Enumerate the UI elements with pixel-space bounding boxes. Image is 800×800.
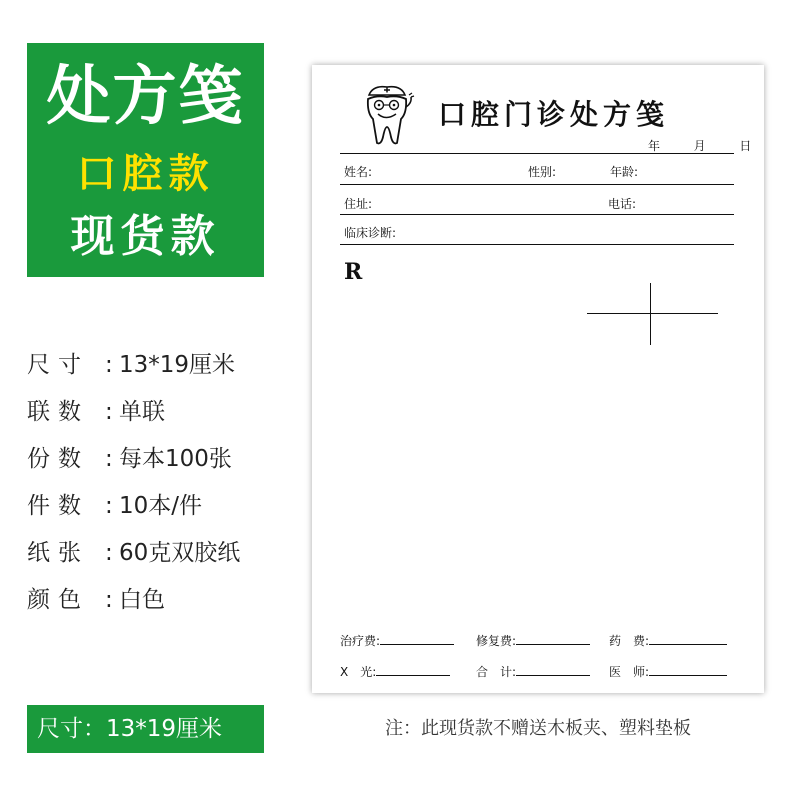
date-year-label: 年 xyxy=(648,139,661,153)
blank-line xyxy=(649,663,727,676)
spec-colon: : xyxy=(105,352,113,378)
spec-list xyxy=(27,346,240,628)
doctor-field[interactable] xyxy=(609,663,727,680)
xray-field[interactable] xyxy=(340,663,450,680)
spec-item xyxy=(27,487,240,534)
spec-key: 纸张 xyxy=(27,540,89,566)
diagnosis-field[interactable]: 临床诊断: xyxy=(344,226,397,240)
cross-mark xyxy=(650,283,651,345)
divider xyxy=(340,153,734,154)
spec-colon: : xyxy=(105,587,113,613)
name-field[interactable]: 姓名: xyxy=(344,165,373,179)
gender-field[interactable]: 性别: xyxy=(528,165,557,179)
rx-symbol: R xyxy=(344,259,363,285)
spec-item xyxy=(27,534,240,581)
spec-value: 每本100张 xyxy=(119,446,232,472)
blank-line xyxy=(516,663,590,676)
total-field[interactable] xyxy=(476,663,590,680)
spec-value: 13*19厘米 xyxy=(119,352,236,378)
age-field[interactable]: 年龄: xyxy=(610,165,639,179)
spec-item xyxy=(27,346,240,393)
spec-colon: : xyxy=(105,399,113,425)
spec-colon: : xyxy=(105,446,113,472)
spec-value: 10本/件 xyxy=(119,493,203,519)
promo-title: 处方笺 xyxy=(46,60,245,134)
blank-line xyxy=(516,632,590,645)
cross-mark xyxy=(587,313,718,314)
spec-key: 份数 xyxy=(27,446,89,472)
address-field[interactable]: 住址: xyxy=(344,197,373,211)
repair-fee-label: 修复费: xyxy=(476,634,517,648)
medicine-fee-label: 药 费: xyxy=(609,634,650,648)
spec-value: 白色 xyxy=(119,587,165,613)
blank-line xyxy=(376,663,450,676)
doctor-label: 医 师: xyxy=(609,665,650,679)
date-month-label: 月 xyxy=(693,139,706,153)
date-row xyxy=(648,137,751,154)
repair-fee-field[interactable] xyxy=(476,632,590,649)
promo-banner xyxy=(27,43,264,277)
divider xyxy=(340,244,734,245)
xray-label: X 光: xyxy=(340,665,377,679)
size-badge: 尺寸：13*19厘米 xyxy=(27,705,264,753)
note-text: 注：此现货款不赠送木板夹、塑料垫板 xyxy=(385,718,691,739)
spec-key: 尺寸 xyxy=(27,352,89,378)
promo-subtitle: 口腔款 xyxy=(76,151,215,197)
tooth-doctor-icon xyxy=(359,81,415,147)
treatment-fee-label: 治疗费: xyxy=(340,634,381,648)
spec-item xyxy=(27,393,240,440)
phone-field[interactable]: 电话: xyxy=(608,197,637,211)
prescription-form xyxy=(312,65,764,693)
blank-line xyxy=(649,632,727,645)
promo-stock-label: 现货款 xyxy=(70,211,221,262)
spec-key: 颜色 xyxy=(27,587,89,613)
divider xyxy=(340,214,734,215)
spec-key: 件数 xyxy=(27,493,89,519)
spec-item xyxy=(27,581,240,628)
medicine-fee-field[interactable] xyxy=(609,632,727,649)
spec-value: 60克双胶纸 xyxy=(119,540,241,566)
spec-item xyxy=(27,440,240,487)
spec-value: 单联 xyxy=(119,399,165,425)
date-day-label: 日 xyxy=(739,139,752,153)
form-title: 口腔门诊处方笺 xyxy=(438,98,670,131)
divider xyxy=(340,184,734,185)
spec-key: 联数 xyxy=(27,399,89,425)
treatment-fee-field[interactable] xyxy=(340,632,454,649)
spec-colon: : xyxy=(105,540,113,566)
blank-line xyxy=(380,632,454,645)
spec-colon: : xyxy=(105,493,113,519)
total-label: 合 计: xyxy=(476,665,517,679)
